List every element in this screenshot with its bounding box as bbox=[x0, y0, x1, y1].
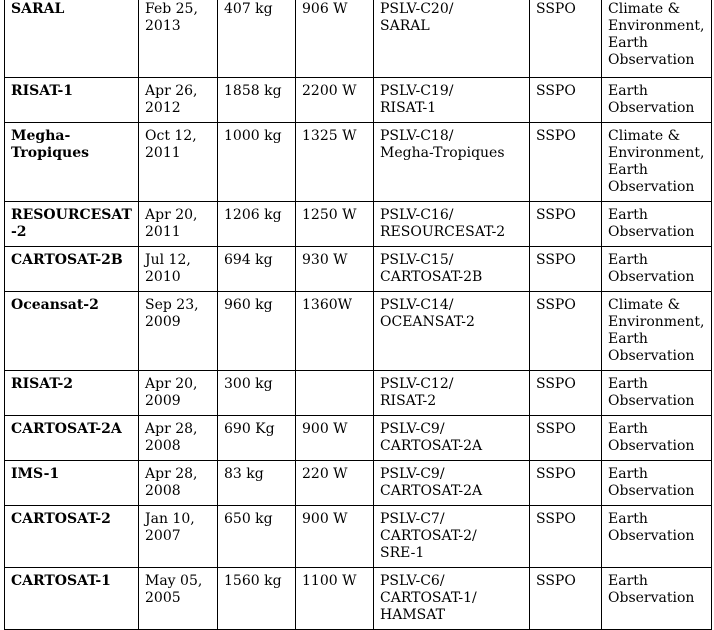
launch-date-cell: Jan 10, 2007 bbox=[139, 506, 218, 568]
power-cell: 900 W bbox=[296, 506, 374, 568]
table-row bbox=[5, 461, 712, 506]
mass-cell: 650 kg bbox=[218, 506, 296, 568]
satellite-name-cell: CARTOSAT-2 bbox=[5, 506, 139, 568]
orbit-type-cell: SSPO bbox=[530, 247, 602, 292]
launch-vehicle-cell: PSLV-C20/ SARAL bbox=[374, 0, 530, 78]
table-row bbox=[5, 202, 712, 247]
launch-date-cell: Feb 25, 2013 bbox=[139, 0, 218, 78]
launch-vehicle-cell: PSLV-C14/ OCEANSAT-2 bbox=[374, 292, 530, 371]
satellite-name-cell: Megha-Tropiques bbox=[5, 123, 139, 202]
satellite-table-body bbox=[5, 0, 712, 630]
mass-cell: 1858 kg bbox=[218, 78, 296, 123]
table-row bbox=[5, 292, 712, 371]
power-cell: 1325 W bbox=[296, 123, 374, 202]
application-cell: Earth Observation bbox=[602, 371, 712, 416]
launch-vehicle-cell: PSLV-C7/ CARTOSAT-2/ SRE-1 bbox=[374, 506, 530, 568]
mass-cell: 1206 kg bbox=[218, 202, 296, 247]
launch-vehicle-cell: PSLV-C18/ Megha-Tropiques bbox=[374, 123, 530, 202]
launch-date-cell: Apr 28, 2008 bbox=[139, 416, 218, 461]
satellite-name-cell: SARAL bbox=[5, 0, 139, 78]
power-cell: 1250 W bbox=[296, 202, 374, 247]
application-cell: Earth Observation bbox=[602, 247, 712, 292]
launch-date-cell: May 05, 2005 bbox=[139, 568, 218, 630]
satellite-table bbox=[4, 0, 712, 630]
satellite-name-cell: Oceansat-2 bbox=[5, 292, 139, 371]
table-row bbox=[5, 506, 712, 568]
satellite-name-cell: CARTOSAT-2A bbox=[5, 416, 139, 461]
table-row bbox=[5, 416, 712, 461]
application-cell: Earth Observation bbox=[602, 461, 712, 506]
power-cell bbox=[296, 371, 374, 416]
mass-cell: 300 kg bbox=[218, 371, 296, 416]
launch-vehicle-cell: PSLV-C12/ RISAT-2 bbox=[374, 371, 530, 416]
mass-cell: 1560 kg bbox=[218, 568, 296, 630]
satellite-name-cell: IMS-1 bbox=[5, 461, 139, 506]
satellite-name-cell: RISAT-1 bbox=[5, 78, 139, 123]
orbit-type-cell: SSPO bbox=[530, 461, 602, 506]
power-cell: 1360W bbox=[296, 292, 374, 371]
satellite-name-cell: CARTOSAT-1 bbox=[5, 568, 139, 630]
mass-cell: 1000 kg bbox=[218, 123, 296, 202]
power-cell: 900 W bbox=[296, 416, 374, 461]
launch-date-cell: Apr 20, 2009 bbox=[139, 371, 218, 416]
application-cell: Earth Observation bbox=[602, 506, 712, 568]
power-cell: 2200 W bbox=[296, 78, 374, 123]
satellite-name-cell: CARTOSAT-2B bbox=[5, 247, 139, 292]
launch-vehicle-cell: PSLV-C9/ CARTOSAT-2A bbox=[374, 461, 530, 506]
launch-vehicle-cell: PSLV-C9/ CARTOSAT-2A bbox=[374, 416, 530, 461]
application-cell: Earth Observation bbox=[602, 78, 712, 123]
mass-cell: 83 kg bbox=[218, 461, 296, 506]
power-cell: 1100 W bbox=[296, 568, 374, 630]
launch-date-cell: Sep 23, 2009 bbox=[139, 292, 218, 371]
orbit-type-cell: SSPO bbox=[530, 292, 602, 371]
launch-date-cell: Jul 12, 2010 bbox=[139, 247, 218, 292]
table-row bbox=[5, 371, 712, 416]
table-row bbox=[5, 568, 712, 630]
table-row bbox=[5, 247, 712, 292]
power-cell: 906 W bbox=[296, 0, 374, 78]
launch-date-cell: Apr 28, 2008 bbox=[139, 461, 218, 506]
launch-date-cell: Apr 20, 2011 bbox=[139, 202, 218, 247]
table-row bbox=[5, 123, 712, 202]
launch-vehicle-cell: PSLV-C16/ RESOURCESAT-2 bbox=[374, 202, 530, 247]
application-cell: Climate & Environment, Earth Observation bbox=[602, 123, 712, 202]
satellite-name-cell: RISAT-2 bbox=[5, 371, 139, 416]
application-cell: Climate & Environment, Earth Observation bbox=[602, 292, 712, 371]
orbit-type-cell: SSPO bbox=[530, 371, 602, 416]
orbit-type-cell: SSPO bbox=[530, 416, 602, 461]
launch-date-cell: Oct 12, 2011 bbox=[139, 123, 218, 202]
mass-cell: 407 kg bbox=[218, 0, 296, 78]
launch-vehicle-cell: PSLV-C15/ CARTOSAT-2B bbox=[374, 247, 530, 292]
application-cell: Earth Observation bbox=[602, 568, 712, 630]
launch-vehicle-cell: PSLV-C6/ CARTOSAT-1/ HAMSAT bbox=[374, 568, 530, 630]
application-cell: Climate & Environment, Earth Observation bbox=[602, 0, 712, 78]
table-row bbox=[5, 78, 712, 123]
mass-cell: 694 kg bbox=[218, 247, 296, 292]
orbit-type-cell: SSPO bbox=[530, 0, 602, 78]
orbit-type-cell: SSPO bbox=[530, 78, 602, 123]
application-cell: Earth Observation bbox=[602, 416, 712, 461]
mass-cell: 960 kg bbox=[218, 292, 296, 371]
power-cell: 220 W bbox=[296, 461, 374, 506]
application-cell: Earth Observation bbox=[602, 202, 712, 247]
orbit-type-cell: SSPO bbox=[530, 568, 602, 630]
orbit-type-cell: SSPO bbox=[530, 506, 602, 568]
launch-vehicle-cell: PSLV-C19/ RISAT-1 bbox=[374, 78, 530, 123]
power-cell: 930 W bbox=[296, 247, 374, 292]
satellite-name-cell: RESOURCESAT -2 bbox=[5, 202, 139, 247]
orbit-type-cell: SSPO bbox=[530, 202, 602, 247]
launch-date-cell: Apr 26, 2012 bbox=[139, 78, 218, 123]
orbit-type-cell: SSPO bbox=[530, 123, 602, 202]
mass-cell: 690 Kg bbox=[218, 416, 296, 461]
table-row bbox=[5, 0, 712, 78]
